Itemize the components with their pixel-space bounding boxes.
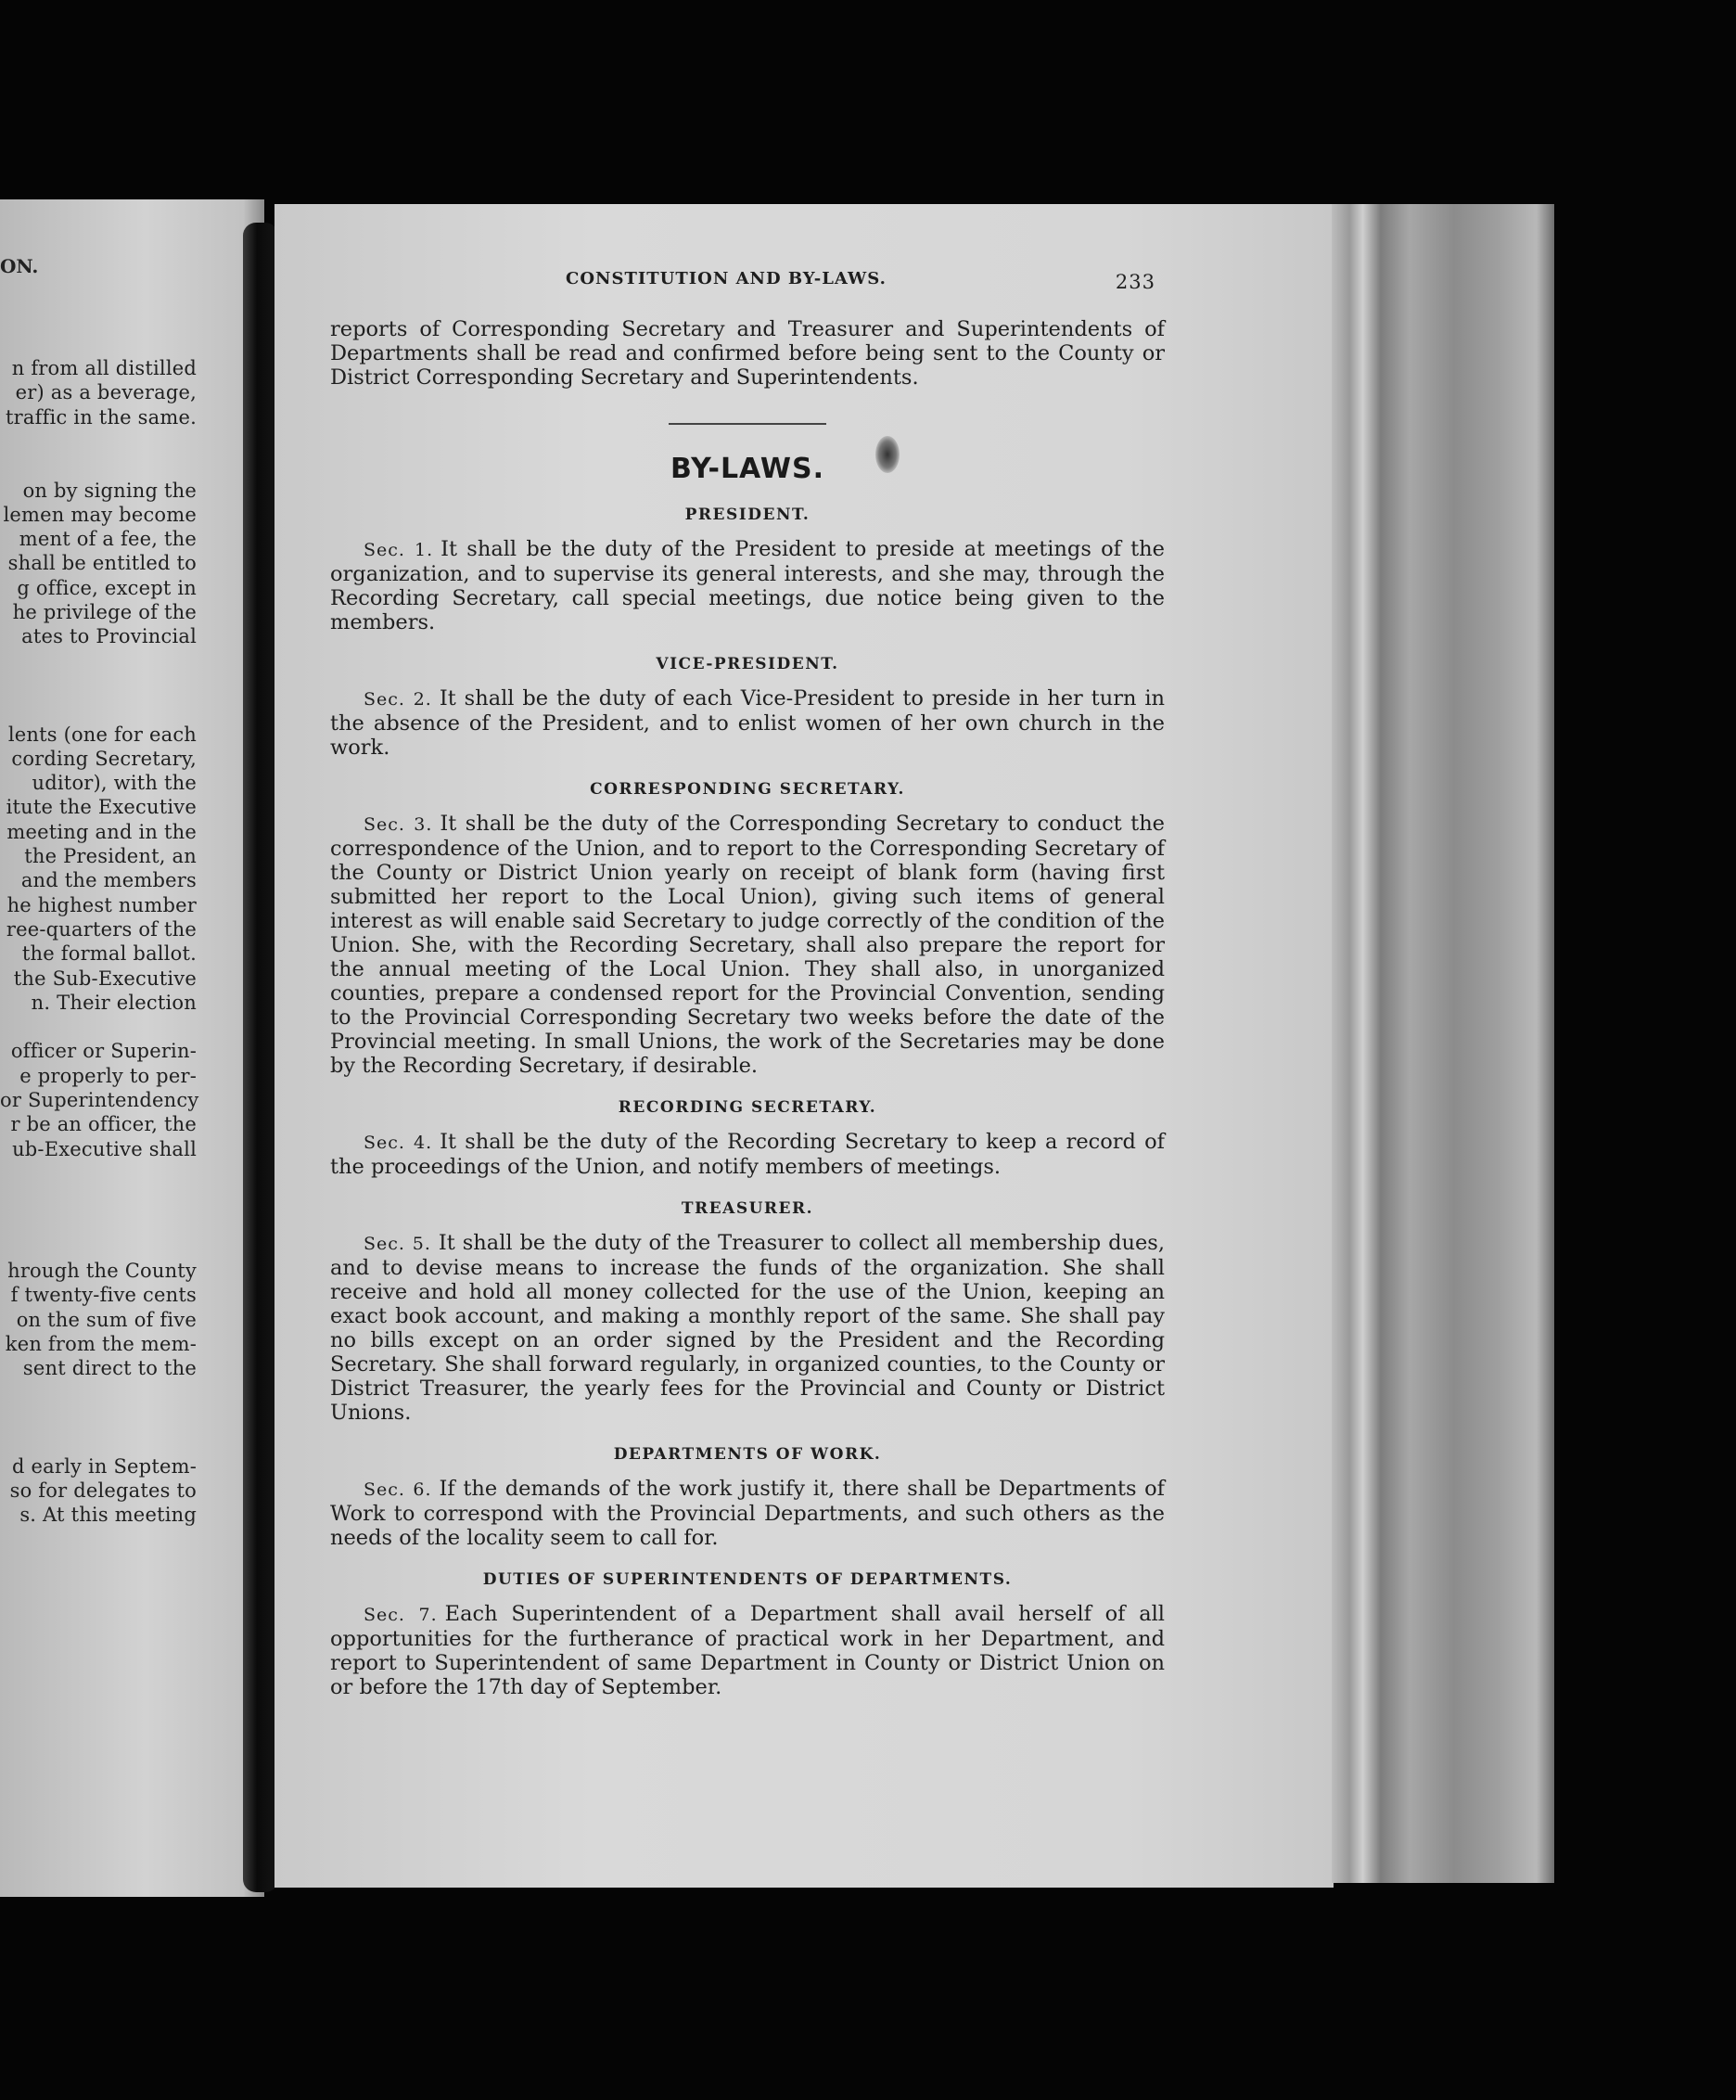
left-page-line: lents (one for each xyxy=(7,723,197,746)
left-page-running-head: ON. xyxy=(0,255,39,277)
left-page-line: n from all distilled xyxy=(11,357,197,379)
section-paragraph xyxy=(330,1602,1165,1699)
section-paragraph xyxy=(330,1477,1165,1550)
running-head-title: CONSTITUTION AND BY-LAWS. xyxy=(566,269,887,288)
left-page-line: sent direct to the xyxy=(22,1357,197,1380)
page-number: 233 xyxy=(1115,271,1155,293)
section-heading: TREASURER. xyxy=(681,1199,814,1218)
section-heading: RECORDING SECRETARY. xyxy=(618,1098,877,1117)
left-page-line: n. Their election xyxy=(31,991,197,1014)
left-page-line: d early in Septem- xyxy=(11,1454,197,1478)
section-heading: PRESIDENT. xyxy=(684,506,811,524)
left-page-line: lemen may become xyxy=(3,503,197,526)
left-page-line: on by signing the xyxy=(22,479,197,502)
left-page-line: ates to Provincial xyxy=(21,625,197,648)
section-president xyxy=(330,506,1165,634)
section-treasurer xyxy=(330,1199,1165,1425)
left-page-line: he highest number xyxy=(6,893,197,916)
left-page-line: so for delegates to xyxy=(9,1479,197,1502)
section-paragraph xyxy=(330,812,1165,1078)
left-page-line: e properly to per- xyxy=(19,1064,197,1087)
section-text: It shall be the duty of the President to preside at meetings of the organization, and to supervise its general interests, and she may, through the Recording Secretary, call special meetings, due notice being given to the members. xyxy=(330,537,1165,634)
left-page-line: r be an officer, the xyxy=(10,1113,197,1136)
section-label: Sec. 1. xyxy=(364,540,434,560)
continuation-paragraph: reports of Corresponding Secretary and Treasurer and Superintendents of Departments shall be read and confirmed before being sent to the County or District Corresponding Secretary and Superintendents. xyxy=(330,317,1165,390)
book-gutter xyxy=(243,223,278,1892)
section-text: Each Superintendent of a Department shall avail herself of all opportunities for the furtherance of practical work in her Department, and report to Superintendent of same Department in County or District Union on or before the 17th day of September. xyxy=(330,1602,1166,1699)
left-page-line: and the members xyxy=(20,869,197,892)
left-page-line: shall be entitled to xyxy=(7,552,197,575)
section-text: It shall be the duty of the Corresponding Secretary to conduct the correspondence of the Union, and to report to the Corresponding Secretary of the County or District Union yearly on receipt of blank form (having first submitted her report to the Local Union), giving such items of general interest as will enable said Secretary to judge correctly of the condition of the Union. She, with the Recording Secretary, shall also prepare the report for the annual meeting of the Local Union. They shall also, in unorganized counties, prepare a condensed report for the Provincial Convention, sending to the Provincial Corresponding Secretary two weeks before the date of the Provincial meeting. In small Unions, the work of the Secretaries may be done by the Recording Secretary, if desirable. xyxy=(330,812,1166,1078)
left-page-line: the Sub-Executive xyxy=(13,967,197,990)
section-label: Sec. 7. xyxy=(364,1605,438,1625)
left-page-line: ree-quarters of the xyxy=(6,917,197,941)
section-label: Sec. 4. xyxy=(364,1133,433,1153)
left-page-line: f twenty-five cents xyxy=(10,1284,197,1307)
section-text: If the demands of the work justify it, there shall be Departments of Work to correspond with the Provincial Departments, and such others as the needs of the locality seem to call for. xyxy=(330,1477,1166,1550)
section-label: Sec. 2. xyxy=(364,689,432,710)
section-paragraph xyxy=(330,537,1165,634)
left-page-line: hrough the County xyxy=(7,1260,197,1283)
section-label: Sec. 3. xyxy=(364,814,433,835)
page-fore-edge xyxy=(1332,204,1554,1883)
section-text: It shall be the duty of the Recording Secretary to keep a record of the proceedings of the Union, and notify members of meetings. xyxy=(330,1130,1166,1179)
left-page-line: er) as a beverage, xyxy=(15,381,197,404)
section-heading: DEPARTMENTS OF WORK. xyxy=(613,1445,882,1464)
section-label: Sec. 5. xyxy=(364,1234,431,1254)
left-page-line: cording Secretary, xyxy=(11,747,197,770)
left-page-line: g office, except in xyxy=(17,576,197,599)
section-heading: CORRESPONDING SECRETARY. xyxy=(590,780,905,799)
left-page-line: ub-Executive shall xyxy=(12,1137,197,1160)
left-page-line: s. At this meeting xyxy=(19,1504,197,1527)
left-page-line: he privilege of the xyxy=(12,601,197,623)
section-paragraph xyxy=(330,1231,1165,1425)
left-page-line: on the sum of five xyxy=(16,1308,197,1331)
section-text: It shall be the duty of each Vice-President to preside in her turn in the absence of the President, and to enlist women of her own church in the work. xyxy=(330,686,1166,760)
section-corresponding-secretary xyxy=(330,780,1165,1078)
left-page-line: the formal ballot. xyxy=(21,942,197,966)
left-page-line: or Superintendency xyxy=(0,1089,199,1111)
running-head xyxy=(330,269,1165,302)
section-label: Sec. 6. xyxy=(364,1479,432,1500)
left-page-line: ment of a fee, the xyxy=(19,528,197,551)
left-page-line: ken from the mem- xyxy=(5,1333,197,1355)
section-vice-president xyxy=(330,655,1165,760)
left-page xyxy=(0,199,264,1897)
section-duties-of-superintendents xyxy=(330,1570,1165,1699)
section-heading: VICE-PRESIDENT. xyxy=(656,655,839,673)
section-recording-secretary xyxy=(330,1098,1165,1179)
left-page-line: officer or Superin- xyxy=(10,1040,197,1063)
left-page-line: itute the Executive xyxy=(6,796,197,819)
left-page-line: traffic in the same. xyxy=(6,405,197,429)
left-page-line: uditor), with the xyxy=(32,772,197,795)
section-heading: DUTIES OF SUPERINTENDENTS OF DEPARTMENTS. xyxy=(482,1570,1013,1589)
bylaws-heading: BY-LAWS. xyxy=(670,453,825,485)
section-departments-of-work xyxy=(330,1445,1165,1550)
left-page-line: meeting and in the xyxy=(6,820,197,843)
section-paragraph xyxy=(330,686,1165,760)
section-paragraph xyxy=(330,1130,1165,1179)
section-text: It shall be the duty of the Treasurer to collect all membership dues, and to devise means to increase the funds of the organization. She shall receive and hold all money collected for the use of the Union, keeping an exact book account, and making a monthly report of the same. She shall pay no bills except on an order signed by the President and the Recording Secretary. She shall forward regularly, in organized counties, to the County or District Treasurer, the yearly fees for the Provincial and County or District Unions. xyxy=(330,1231,1165,1425)
left-page-line: the President, an xyxy=(24,845,197,867)
section-divider xyxy=(669,423,826,425)
right-page-text-column xyxy=(330,269,1165,1699)
